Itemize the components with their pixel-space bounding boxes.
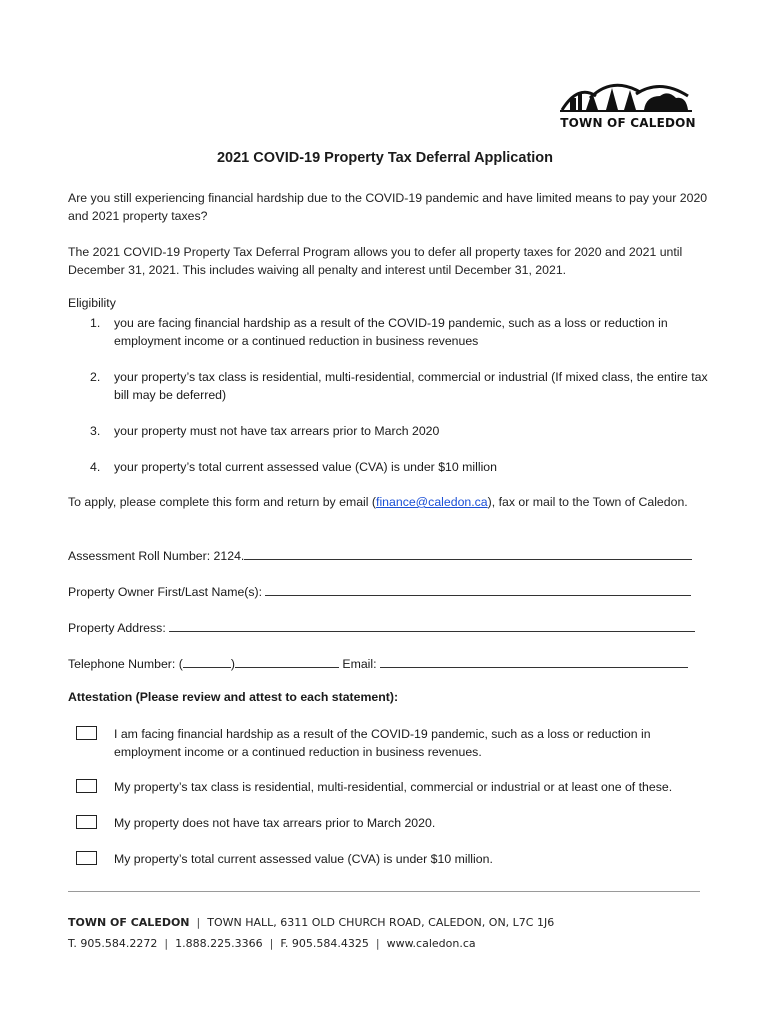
footer-separator: | — [164, 937, 169, 950]
area-code-close: ) — [230, 657, 235, 671]
telephone-label: Telephone Number: ( — [68, 657, 183, 671]
footer-line-1 — [68, 916, 554, 929]
attestation-checkbox-4[interactable] — [76, 851, 97, 865]
attestation-text: My property’s tax class is residential, multi-residential, commercial or industrial or at least one of these. — [114, 780, 673, 794]
attestation-heading: Attestation (Please review and attest to each statement): — [68, 690, 399, 704]
item-text: you are facing financial hardship as a result of the COVID-19 pandemic, such as a loss or reduction in employment income or a continued reduction in business revenues — [114, 316, 668, 348]
item-text: your property must not have tax arrears prior to March 2020 — [114, 424, 440, 438]
property-address-row — [68, 619, 700, 635]
eligibility-heading: Eligibility — [68, 296, 116, 310]
item-number: 1. — [90, 316, 101, 330]
intro-paragraph-1: Are you still experiencing financial hardship due to the COVID-19 pandemic and have limited means to pay your 2020 and 2021 property taxes? — [68, 191, 708, 223]
caledon-landscape-icon — [556, 76, 700, 116]
footer-phone: T. 905.584.2272 — [68, 937, 158, 950]
page-title: 2021 COVID-19 Property Tax Deferral Application — [216, 150, 554, 166]
attestation-text: My property does not have tax arrears prior to March 2020. — [114, 816, 436, 830]
contact-row — [68, 655, 700, 671]
footer-separator: | — [196, 916, 201, 929]
apply-instructions — [68, 493, 708, 511]
footer-fax: F. 905.584.4325 — [280, 937, 369, 950]
item-text: your property’s total current assessed value (CVA) is under $10 million — [114, 460, 497, 474]
attestation-checkbox-3[interactable] — [76, 815, 97, 829]
attestation-text: I am facing financial hardship as a result of the COVID-19 pandemic, such as a loss or reduction in employment income or a continued reduction in business revenues. — [114, 727, 651, 759]
item-number: 2. — [90, 370, 101, 384]
footer-separator: | — [375, 937, 380, 950]
finance-email-link[interactable]: finance@caledon.ca — [376, 495, 488, 509]
footer-website-link[interactable]: www.caledon.ca — [386, 937, 476, 950]
owner-name-label: Property Owner First/Last Name(s): — [68, 585, 266, 599]
attestation-text: My property’s total current assessed value (CVA) is under $10 million. — [114, 852, 493, 866]
item-number: 4. — [90, 460, 101, 474]
apply-text-before: To apply, please complete this form and return by email ( — [68, 495, 377, 509]
attestation-checkbox-1[interactable] — [76, 726, 97, 740]
logo-text: TOWN OF CALEDON — [560, 116, 696, 130]
footer-line-2 — [68, 937, 476, 950]
item-number: 3. — [90, 424, 101, 438]
footer-separator: | — [269, 937, 274, 950]
property-address-field[interactable] — [169, 619, 695, 632]
owner-name-field[interactable] — [265, 583, 691, 596]
telephone-field[interactable] — [235, 655, 339, 668]
assessment-roll-row — [68, 547, 700, 563]
footer-tollfree: 1.888.225.3366 — [175, 937, 263, 950]
footer-brand: TOWN OF CALEDON — [68, 916, 190, 929]
assessment-roll-field[interactable] — [244, 547, 692, 560]
owner-name-row — [68, 583, 700, 599]
property-address-label: Property Address: — [68, 621, 170, 635]
apply-text-after: ), fax or mail to the Town of Caledon. — [487, 495, 688, 509]
email-label: Email: — [338, 657, 380, 671]
area-code-field[interactable] — [183, 655, 231, 668]
item-text: your property’s tax class is residential, multi-residential, commercial or industrial (If mixed class, the entire tax bill may be deferred) — [114, 370, 708, 402]
footer-address: TOWN HALL, 6311 OLD CHURCH ROAD, CALEDON, ON, L7C 1J6 — [207, 916, 555, 929]
town-logo — [556, 76, 700, 134]
footer-divider — [68, 891, 700, 892]
attestation-checkbox-2[interactable] — [76, 779, 97, 793]
assessment-roll-label: Assessment Roll Number: 2124. — [68, 549, 245, 563]
intro-paragraph-2: The 2021 COVID-19 Property Tax Deferral Program allows you to defer all property taxes for 2020 and 2021 until December 31, 2021. This includes waiving all penalty and interest until December 31, 2021. — [68, 245, 683, 277]
email-field[interactable] — [380, 655, 688, 668]
